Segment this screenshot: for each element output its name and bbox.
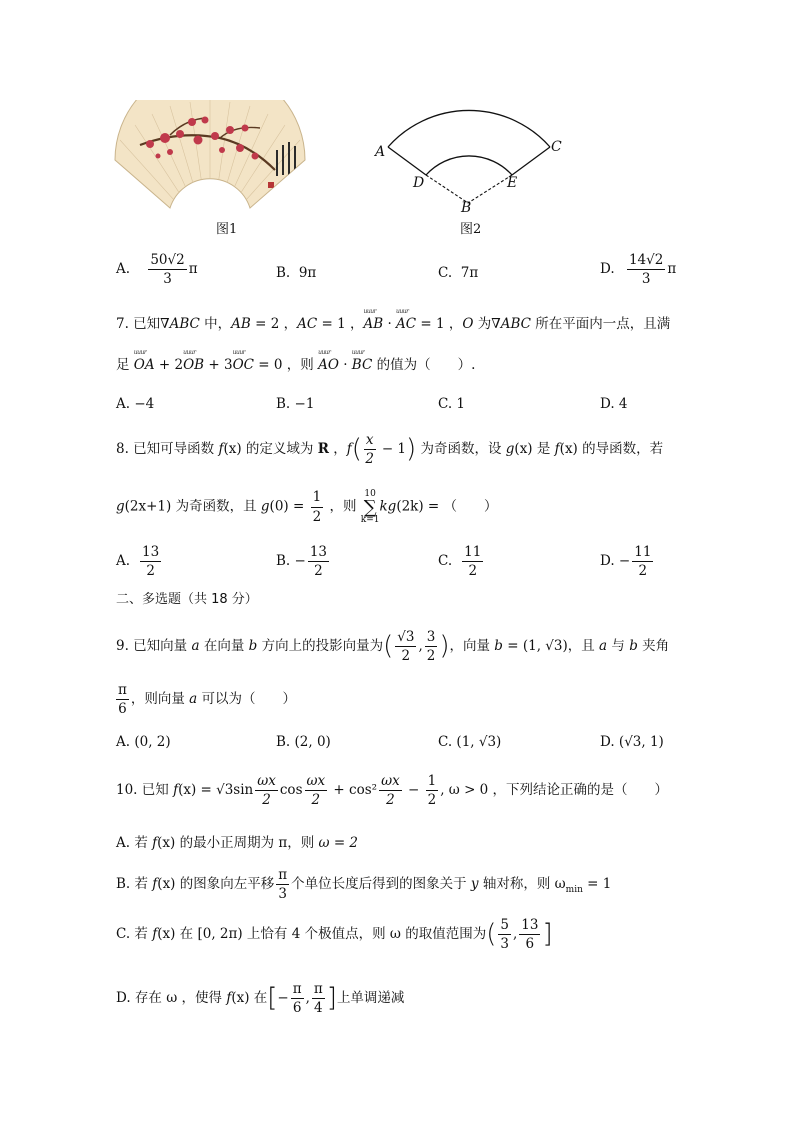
q10-stem: 10. 已知 f(x) = √3sin $\frac{\omega x}{2}$ cos $\frac{\omega x}{2}$ + cos² $\frac{\omega x}{2}$ − $\frac{1}{2}$ , ω > 0 ，下列结论正确的是（ ）: [116, 773, 669, 809]
point-label-d: D: [413, 175, 425, 191]
q10-option-d: D. 存在 ω ，使得 f(x) 在[− $\frac{\pi}{6}$ , $\frac{\pi}{4}$ ]上单调递减: [116, 981, 405, 1017]
q7-option-c: C. 1: [438, 396, 466, 412]
point-label-a: A: [375, 144, 386, 160]
q10-option-a: A. 若 f(x) 的最小正周期为 π，则 ω = 2: [116, 835, 359, 851]
q6-option-a: A. $\frac{50√2}{3}$ π: [116, 252, 198, 288]
q9-option-c: C. (1, √3): [438, 734, 502, 750]
q9-option-d: D. (√3, 1): [600, 734, 664, 750]
figure1-caption: 图1: [216, 222, 238, 237]
point-label-b: B: [461, 200, 472, 216]
q9-stem-line1: 9. 已知向量 a 在向量 b 方向上的投影向量为( $\frac{√3}{2}$ , $\frac{3}{2}$ )，向量 b = (1, √3)，且 a 与 b 夹角: [116, 629, 670, 665]
point-label-c: C: [551, 139, 562, 155]
q8-stem-line2: g(2x+1) 为奇函数，且 g(0) = $\frac{1}{2}$ ，则 10 ∑ k=1 kg(2k) = （ ）: [116, 489, 498, 525]
q9-stem-line2: $\frac{\pi}{6}$ ，则向量 a 可以为（ ）: [118, 682, 297, 718]
q8-option-b: B. − $\frac{13}{2}$: [276, 544, 328, 580]
fan-painting-figure: [110, 100, 310, 215]
point-label-e: E: [507, 175, 518, 191]
q7-stem-line1: 7. 已知∇ABC 中，AB = 2 ，AC = 1 ，uuur AB · uuur AC = 1 ，O 为∇ABC 所在平面内一点，且满: [116, 318, 670, 332]
q8-option-d: D. − $\frac{11}{2}$: [600, 544, 652, 580]
figure2-caption: 图2: [460, 222, 482, 237]
q10-option-c: C. 若 f(x) 在 [0, 2π) 上恰有 4 个极值点，则 ω 的取值范围为( $\frac{5}{3}$ , $\frac{13}{6}$ ]: [116, 917, 553, 953]
q6-option-c: C. 7π: [438, 265, 479, 281]
q6-option-d: D. $\frac{14√2}{3}$ π: [600, 252, 677, 288]
section-title-multiple-choice: 二、多选题（共 18 分）: [116, 592, 258, 607]
q9-option-a: A. (0, 2): [116, 734, 171, 750]
q6-option-b: B. 9π: [276, 265, 317, 281]
q10-option-b: B. 若 f(x) 的图象向左平移 $\frac{\pi}{3}$ 个单位长度后得到的图象关于 y 轴对称，则 $\omega_{min} = 1$: [116, 867, 612, 903]
q7-stem-line2: 足 uuur OA + 2uuur OB + 3uuur OC = 0 ，则 uuur AO · uuur BC 的值为（ ）.: [116, 359, 475, 373]
q7-option-b: B. −1: [276, 396, 315, 412]
q9-option-b: B. (2, 0): [276, 734, 331, 750]
q8-option-a: A. $\frac{13}{2}$: [116, 544, 160, 580]
q8-option-c: C. $\frac{11}{2}$: [438, 544, 482, 580]
q8-stem-line1: 8. 已知可导函数 f(x) 的定义域为 R ，f( $\frac{x}{2}$ − 1) 为奇函数，设 g(x) 是 f(x) 的导函数，若: [116, 432, 664, 468]
q7-option-a: A. −4: [116, 396, 155, 412]
q7-option-d: D. 4: [600, 396, 628, 412]
